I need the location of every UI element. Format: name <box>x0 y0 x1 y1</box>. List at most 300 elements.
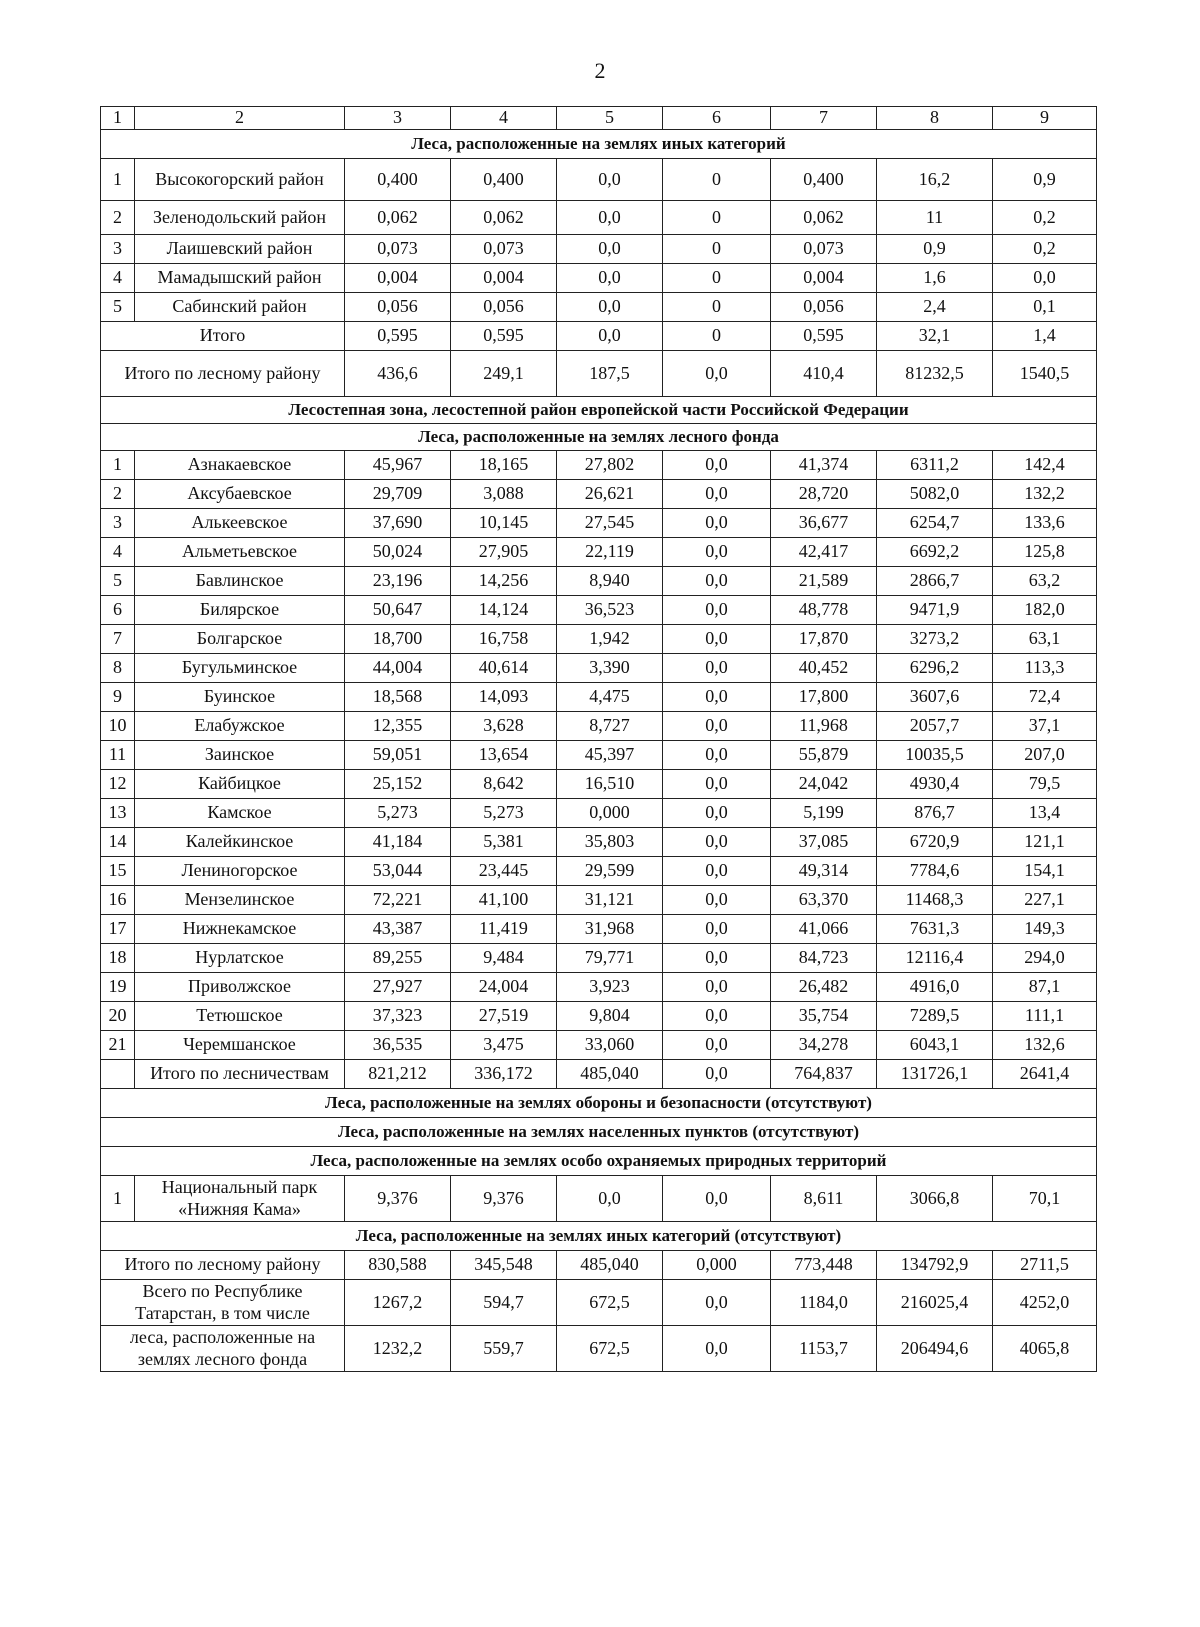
cell-col-5: 0,0 <box>557 159 663 201</box>
cell-col-3: 436,6 <box>345 351 451 397</box>
cell-col-num: 10 <box>101 712 135 741</box>
cell-col-4: 5,273 <box>451 799 557 828</box>
cell-col-4: 4 <box>451 107 557 130</box>
cell-col-3: 72,221 <box>345 886 451 915</box>
cell-col-name: Аксубаевское <box>135 480 345 509</box>
cell-col-7: 21,589 <box>771 567 877 596</box>
cell-col-5: 672,5 <box>557 1280 663 1326</box>
cell-col-3: 1232,2 <box>345 1326 451 1372</box>
cell-col-num: 18 <box>101 944 135 973</box>
cell-col-name: Камское <box>135 799 345 828</box>
cell-col-7: 84,723 <box>771 944 877 973</box>
cell-col-num: 3 <box>101 235 135 264</box>
cell-col-3: 29,709 <box>345 480 451 509</box>
cell-col-4: 14,124 <box>451 596 557 625</box>
cell-col-6: 0,0 <box>663 509 771 538</box>
cell-col-8: 12116,4 <box>877 944 993 973</box>
section-title: Леса, расположенные на землях иных категорий <box>101 130 1097 159</box>
section-title: Леса, расположенные на землях населенных пунктов (отсутствуют) <box>101 1118 1097 1147</box>
cell-col-8: 6311,2 <box>877 451 993 480</box>
cell-col-3: 9,376 <box>345 1176 451 1222</box>
cell-col-6: 0,0 <box>663 799 771 828</box>
cell-col-name: Мензелинское <box>135 886 345 915</box>
cell-col-7: 0,073 <box>771 235 877 264</box>
cell-col-7: 63,370 <box>771 886 877 915</box>
table-row <box>101 451 1097 480</box>
table-row <box>101 857 1097 886</box>
cell-col-name: Всего по Республике Татарстан, в том числе <box>101 1280 345 1326</box>
cell-col-4: 3,088 <box>451 480 557 509</box>
cell-col-num: 1 <box>101 107 135 130</box>
cell-col-4: 5,381 <box>451 828 557 857</box>
cell-col-5: 31,121 <box>557 886 663 915</box>
cell-col-5: 36,523 <box>557 596 663 625</box>
section-title: Лесостепная зона, лесостепной район европейской части Российской Федерации <box>101 397 1097 424</box>
cell-col-5: 485,040 <box>557 1060 663 1089</box>
cell-col-8: 32,1 <box>877 322 993 351</box>
cell-col-num: 4 <box>101 264 135 293</box>
table-row <box>101 741 1097 770</box>
section-row <box>101 1118 1097 1147</box>
cell-col-5: 187,5 <box>557 351 663 397</box>
table-row <box>101 683 1097 712</box>
table-row <box>101 264 1097 293</box>
cell-col-5: 1,942 <box>557 625 663 654</box>
cell-col-5: 0,0 <box>557 264 663 293</box>
table-row <box>101 712 1097 741</box>
cell-col-4: 14,256 <box>451 567 557 596</box>
cell-col-7: 28,720 <box>771 480 877 509</box>
cell-col-name: Заинское <box>135 741 345 770</box>
table-body <box>101 107 1097 1372</box>
cell-col-8: 2057,7 <box>877 712 993 741</box>
cell-col-5: 0,0 <box>557 293 663 322</box>
cell-col-7: 17,870 <box>771 625 877 654</box>
cell-col-name: Болгарское <box>135 625 345 654</box>
cell-col-9: 2641,4 <box>993 1060 1097 1089</box>
cell-col-7: 0,004 <box>771 264 877 293</box>
cell-col-6: 0,0 <box>663 625 771 654</box>
table-row <box>101 973 1097 1002</box>
cell-col-8: 5082,0 <box>877 480 993 509</box>
cell-col-8: 876,7 <box>877 799 993 828</box>
cell-col-6: 0,0 <box>663 1176 771 1222</box>
table-row <box>101 1031 1097 1060</box>
cell-col-5: 79,771 <box>557 944 663 973</box>
cell-col-6: 0,0 <box>663 828 771 857</box>
cell-col-6: 0,0 <box>663 1031 771 1060</box>
cell-col-8: 11 <box>877 201 993 235</box>
cell-col-9: 111,1 <box>993 1002 1097 1031</box>
cell-col-8: 7784,6 <box>877 857 993 886</box>
cell-col-num: 15 <box>101 857 135 886</box>
cell-col-9: 0,1 <box>993 293 1097 322</box>
cell-col-3: 53,044 <box>345 857 451 886</box>
cell-col-3: 18,568 <box>345 683 451 712</box>
cell-col-9: 70,1 <box>993 1176 1097 1222</box>
cell-col-6: 0,000 <box>663 1251 771 1280</box>
cell-col-7: 764,837 <box>771 1060 877 1089</box>
cell-col-9: 1,4 <box>993 322 1097 351</box>
cell-col-9: 63,2 <box>993 567 1097 596</box>
cell-col-9: 4065,8 <box>993 1326 1097 1372</box>
subtotal-row <box>101 1060 1097 1089</box>
cell-col-name: Лаишевский район <box>135 235 345 264</box>
cell-col-8: 0,9 <box>877 235 993 264</box>
cell-col-7: 17,800 <box>771 683 877 712</box>
cell-col-num: 12 <box>101 770 135 799</box>
cell-col-6: 0,0 <box>663 741 771 770</box>
cell-col-4: 594,7 <box>451 1280 557 1326</box>
table-row <box>101 235 1097 264</box>
cell-col-8: 131726,1 <box>877 1060 993 1089</box>
cell-col-3: 0,004 <box>345 264 451 293</box>
total-row <box>101 351 1097 397</box>
cell-col-8: 4930,4 <box>877 770 993 799</box>
cell-col-9: 72,4 <box>993 683 1097 712</box>
table-row <box>101 799 1097 828</box>
cell-col-3: 89,255 <box>345 944 451 973</box>
cell-col-6: 0 <box>663 322 771 351</box>
cell-col-4: 3,475 <box>451 1031 557 1060</box>
cell-col-7: 24,042 <box>771 770 877 799</box>
cell-col-7: 37,085 <box>771 828 877 857</box>
cell-col-9: 294,0 <box>993 944 1097 973</box>
cell-col-9: 142,4 <box>993 451 1097 480</box>
cell-col-6: 0,0 <box>663 944 771 973</box>
cell-col-8: 7631,3 <box>877 915 993 944</box>
cell-col-3: 41,184 <box>345 828 451 857</box>
cell-col-4: 24,004 <box>451 973 557 1002</box>
cell-col-6: 0,0 <box>663 1060 771 1089</box>
cell-col-name: Лениногорское <box>135 857 345 886</box>
cell-col-9: 0,2 <box>993 201 1097 235</box>
section-row <box>101 1089 1097 1118</box>
total-row <box>101 1280 1097 1326</box>
table-row <box>101 159 1097 201</box>
cell-col-8: 3607,6 <box>877 683 993 712</box>
cell-col-4: 11,419 <box>451 915 557 944</box>
cell-col-7: 1153,7 <box>771 1326 877 1372</box>
cell-col-name: Мамадышский район <box>135 264 345 293</box>
cell-col-5: 8,940 <box>557 567 663 596</box>
cell-col-4: 13,654 <box>451 741 557 770</box>
cell-col-6: 0,0 <box>663 712 771 741</box>
table-row <box>101 625 1097 654</box>
cell-col-9: 121,1 <box>993 828 1097 857</box>
cell-col-name: Зеленодольский район <box>135 201 345 235</box>
cell-col-num: 1 <box>101 159 135 201</box>
cell-col-4: 0,004 <box>451 264 557 293</box>
cell-col-3: 27,927 <box>345 973 451 1002</box>
section-row <box>101 1222 1097 1251</box>
cell-col-6: 0,0 <box>663 567 771 596</box>
cell-col-7: 36,677 <box>771 509 877 538</box>
cell-col-6: 0,0 <box>663 1280 771 1326</box>
table-row <box>101 770 1097 799</box>
cell-col-3: 43,387 <box>345 915 451 944</box>
cell-col-4: 0,073 <box>451 235 557 264</box>
section-row <box>101 1147 1097 1176</box>
table-row <box>101 538 1097 567</box>
cell-col-num: 6 <box>101 596 135 625</box>
cell-col-num: 5 <box>101 567 135 596</box>
cell-col-8: 206494,6 <box>877 1326 993 1372</box>
cell-col-num: 11 <box>101 741 135 770</box>
cell-col-name: Буинское <box>135 683 345 712</box>
cell-col-num: 2 <box>101 480 135 509</box>
cell-col-name: Азнакаевское <box>135 451 345 480</box>
table-row <box>101 201 1097 235</box>
cell-col-4: 9,376 <box>451 1176 557 1222</box>
cell-col-7: 48,778 <box>771 596 877 625</box>
cell-col-8: 7289,5 <box>877 1002 993 1031</box>
cell-col-8: 6692,2 <box>877 538 993 567</box>
cell-col-4: 14,093 <box>451 683 557 712</box>
cell-col-4: 0,056 <box>451 293 557 322</box>
cell-col-num: 1 <box>101 451 135 480</box>
cell-col-3: 0,056 <box>345 293 451 322</box>
header-row <box>101 107 1097 130</box>
cell-col-num: 16 <box>101 886 135 915</box>
cell-col-3: 18,700 <box>345 625 451 654</box>
cell-col-8: 1,6 <box>877 264 993 293</box>
table-row <box>101 596 1097 625</box>
cell-col-6: 0,0 <box>663 538 771 567</box>
cell-col-9: 154,1 <box>993 857 1097 886</box>
cell-col-9: 132,6 <box>993 1031 1097 1060</box>
cell-col-6: 0 <box>663 159 771 201</box>
table-row <box>101 915 1097 944</box>
table-row <box>101 886 1097 915</box>
subtotal-row <box>101 322 1097 351</box>
cell-col-name: Нижнекамское <box>135 915 345 944</box>
cell-col-6: 0,0 <box>663 654 771 683</box>
table-row <box>101 828 1097 857</box>
cell-col-name: Калейкинское <box>135 828 345 857</box>
cell-col-name: Высокогорский район <box>135 159 345 201</box>
cell-col-4: 0,062 <box>451 201 557 235</box>
cell-col-7: 410,4 <box>771 351 877 397</box>
cell-col-name: Алькеевское <box>135 509 345 538</box>
cell-col-9: 37,1 <box>993 712 1097 741</box>
cell-col-3: 37,690 <box>345 509 451 538</box>
cell-col-5: 672,5 <box>557 1326 663 1372</box>
cell-col-8: 11468,3 <box>877 886 993 915</box>
cell-col-num: 3 <box>101 509 135 538</box>
cell-col-6: 0,0 <box>663 1002 771 1031</box>
cell-col-7: 11,968 <box>771 712 877 741</box>
cell-col-9: 0,2 <box>993 235 1097 264</box>
cell-col-6: 0,0 <box>663 451 771 480</box>
cell-col-9: 125,8 <box>993 538 1097 567</box>
cell-col-9: 0,0 <box>993 264 1097 293</box>
cell-col-5: 0,0 <box>557 322 663 351</box>
cell-col-6: 0 <box>663 235 771 264</box>
cell-col-4: 9,484 <box>451 944 557 973</box>
cell-col-8: 4916,0 <box>877 973 993 1002</box>
cell-col-5: 35,803 <box>557 828 663 857</box>
cell-col-9: 79,5 <box>993 770 1097 799</box>
cell-col-4: 23,445 <box>451 857 557 886</box>
cell-col-name: Альметьевское <box>135 538 345 567</box>
cell-col-num: 5 <box>101 293 135 322</box>
cell-col-8: 10035,5 <box>877 741 993 770</box>
cell-col-num: 20 <box>101 1002 135 1031</box>
cell-col-8: 3066,8 <box>877 1176 993 1222</box>
cell-col-num: 14 <box>101 828 135 857</box>
cell-col-5: 16,510 <box>557 770 663 799</box>
cell-col-7: 49,314 <box>771 857 877 886</box>
cell-col-7: 8,611 <box>771 1176 877 1222</box>
cell-col-4: 18,165 <box>451 451 557 480</box>
cell-col-5: 31,968 <box>557 915 663 944</box>
table-row <box>101 480 1097 509</box>
cell-col-5: 4,475 <box>557 683 663 712</box>
cell-col-9: 149,3 <box>993 915 1097 944</box>
section-row <box>101 424 1097 451</box>
cell-col-3: 830,588 <box>345 1251 451 1280</box>
cell-col-5: 0,000 <box>557 799 663 828</box>
cell-col-9: 0,9 <box>993 159 1097 201</box>
cell-col-num: 2 <box>101 201 135 235</box>
cell-col-num <box>101 1060 135 1089</box>
cell-col-name: Черемшанское <box>135 1031 345 1060</box>
cell-col-4: 3,628 <box>451 712 557 741</box>
cell-col-8: 6043,1 <box>877 1031 993 1060</box>
cell-col-3: 0,595 <box>345 322 451 351</box>
cell-col-5: 26,621 <box>557 480 663 509</box>
cell-col-8: 8 <box>877 107 993 130</box>
cell-col-4: 41,100 <box>451 886 557 915</box>
cell-col-9: 227,1 <box>993 886 1097 915</box>
cell-col-9: 4252,0 <box>993 1280 1097 1326</box>
cell-col-4: 0,400 <box>451 159 557 201</box>
cell-col-6: 0,0 <box>663 351 771 397</box>
cell-col-num: 21 <box>101 1031 135 1060</box>
cell-col-8: 6296,2 <box>877 654 993 683</box>
table-row <box>101 654 1097 683</box>
cell-col-3: 12,355 <box>345 712 451 741</box>
cell-col-5: 45,397 <box>557 741 663 770</box>
cell-col-3: 0,062 <box>345 201 451 235</box>
cell-col-3: 3 <box>345 107 451 130</box>
cell-col-5: 5 <box>557 107 663 130</box>
cell-col-3: 5,273 <box>345 799 451 828</box>
cell-col-9: 2711,5 <box>993 1251 1097 1280</box>
cell-col-8: 2,4 <box>877 293 993 322</box>
cell-col-9: 207,0 <box>993 741 1097 770</box>
cell-col-name: Итого по лесничествам <box>135 1060 345 1089</box>
cell-col-8: 81232,5 <box>877 351 993 397</box>
cell-col-4: 27,519 <box>451 1002 557 1031</box>
cell-col-5: 0,0 <box>557 1176 663 1222</box>
cell-col-num: 4 <box>101 538 135 567</box>
total-row <box>101 1251 1097 1280</box>
cell-col-6: 0,0 <box>663 886 771 915</box>
forest-data-table <box>100 106 1097 1372</box>
cell-col-num: 8 <box>101 654 135 683</box>
cell-col-4: 345,548 <box>451 1251 557 1280</box>
cell-col-8: 3273,2 <box>877 625 993 654</box>
cell-col-name: Итого <box>101 322 345 351</box>
cell-col-5: 3,390 <box>557 654 663 683</box>
cell-col-5: 485,040 <box>557 1251 663 1280</box>
cell-col-3: 0,400 <box>345 159 451 201</box>
cell-col-3: 25,152 <box>345 770 451 799</box>
table-row <box>101 944 1097 973</box>
cell-col-3: 37,323 <box>345 1002 451 1031</box>
cell-col-5: 22,119 <box>557 538 663 567</box>
cell-col-name: Билярское <box>135 596 345 625</box>
cell-col-4: 249,1 <box>451 351 557 397</box>
cell-col-8: 216025,4 <box>877 1280 993 1326</box>
table-row <box>101 567 1097 596</box>
cell-col-name: Национальный парк «Нижняя Кама» <box>135 1176 345 1222</box>
cell-col-5: 0,0 <box>557 201 663 235</box>
cell-col-num: 9 <box>101 683 135 712</box>
cell-col-6: 0,0 <box>663 915 771 944</box>
cell-col-7: 41,066 <box>771 915 877 944</box>
cell-col-6: 0,0 <box>663 1326 771 1372</box>
cell-col-7: 0,400 <box>771 159 877 201</box>
cell-col-5: 27,802 <box>557 451 663 480</box>
cell-col-4: 336,172 <box>451 1060 557 1089</box>
cell-col-7: 26,482 <box>771 973 877 1002</box>
cell-col-7: 0,056 <box>771 293 877 322</box>
cell-col-num: 17 <box>101 915 135 944</box>
table-row <box>101 1002 1097 1031</box>
cell-col-num: 19 <box>101 973 135 1002</box>
cell-col-name: Кайбицкое <box>135 770 345 799</box>
cell-col-6: 0 <box>663 293 771 322</box>
cell-col-6: 0,0 <box>663 683 771 712</box>
cell-col-5: 33,060 <box>557 1031 663 1060</box>
cell-col-7: 0,062 <box>771 201 877 235</box>
cell-col-9: 113,3 <box>993 654 1097 683</box>
section-title: Леса, расположенные на землях обороны и безопасности (отсутствуют) <box>101 1089 1097 1118</box>
cell-col-3: 36,535 <box>345 1031 451 1060</box>
cell-col-name: Елабужское <box>135 712 345 741</box>
cell-col-name: леса, расположенные на землях лесного фонда <box>101 1326 345 1372</box>
cell-col-num: 13 <box>101 799 135 828</box>
total-row <box>101 1326 1097 1372</box>
cell-col-3: 821,212 <box>345 1060 451 1089</box>
cell-col-7: 42,417 <box>771 538 877 567</box>
section-title: Леса, расположенные на землях лесного фонда <box>101 424 1097 451</box>
cell-col-num: 7 <box>101 625 135 654</box>
cell-col-9: 13,4 <box>993 799 1097 828</box>
cell-col-7: 35,754 <box>771 1002 877 1031</box>
cell-col-7: 41,374 <box>771 451 877 480</box>
cell-col-9: 63,1 <box>993 625 1097 654</box>
cell-col-5: 8,727 <box>557 712 663 741</box>
cell-col-6: 0,0 <box>663 973 771 1002</box>
cell-col-3: 59,051 <box>345 741 451 770</box>
cell-col-5: 29,599 <box>557 857 663 886</box>
cell-col-9: 1540,5 <box>993 351 1097 397</box>
cell-col-9: 133,6 <box>993 509 1097 538</box>
cell-col-6: 0,0 <box>663 596 771 625</box>
cell-col-5: 3,923 <box>557 973 663 1002</box>
cell-col-7: 40,452 <box>771 654 877 683</box>
cell-col-6: 0 <box>663 201 771 235</box>
cell-col-5: 9,804 <box>557 1002 663 1031</box>
page-number: 2 <box>594 58 606 83</box>
cell-col-name: Нурлатское <box>135 944 345 973</box>
cell-col-6: 0 <box>663 264 771 293</box>
cell-col-5: 27,545 <box>557 509 663 538</box>
